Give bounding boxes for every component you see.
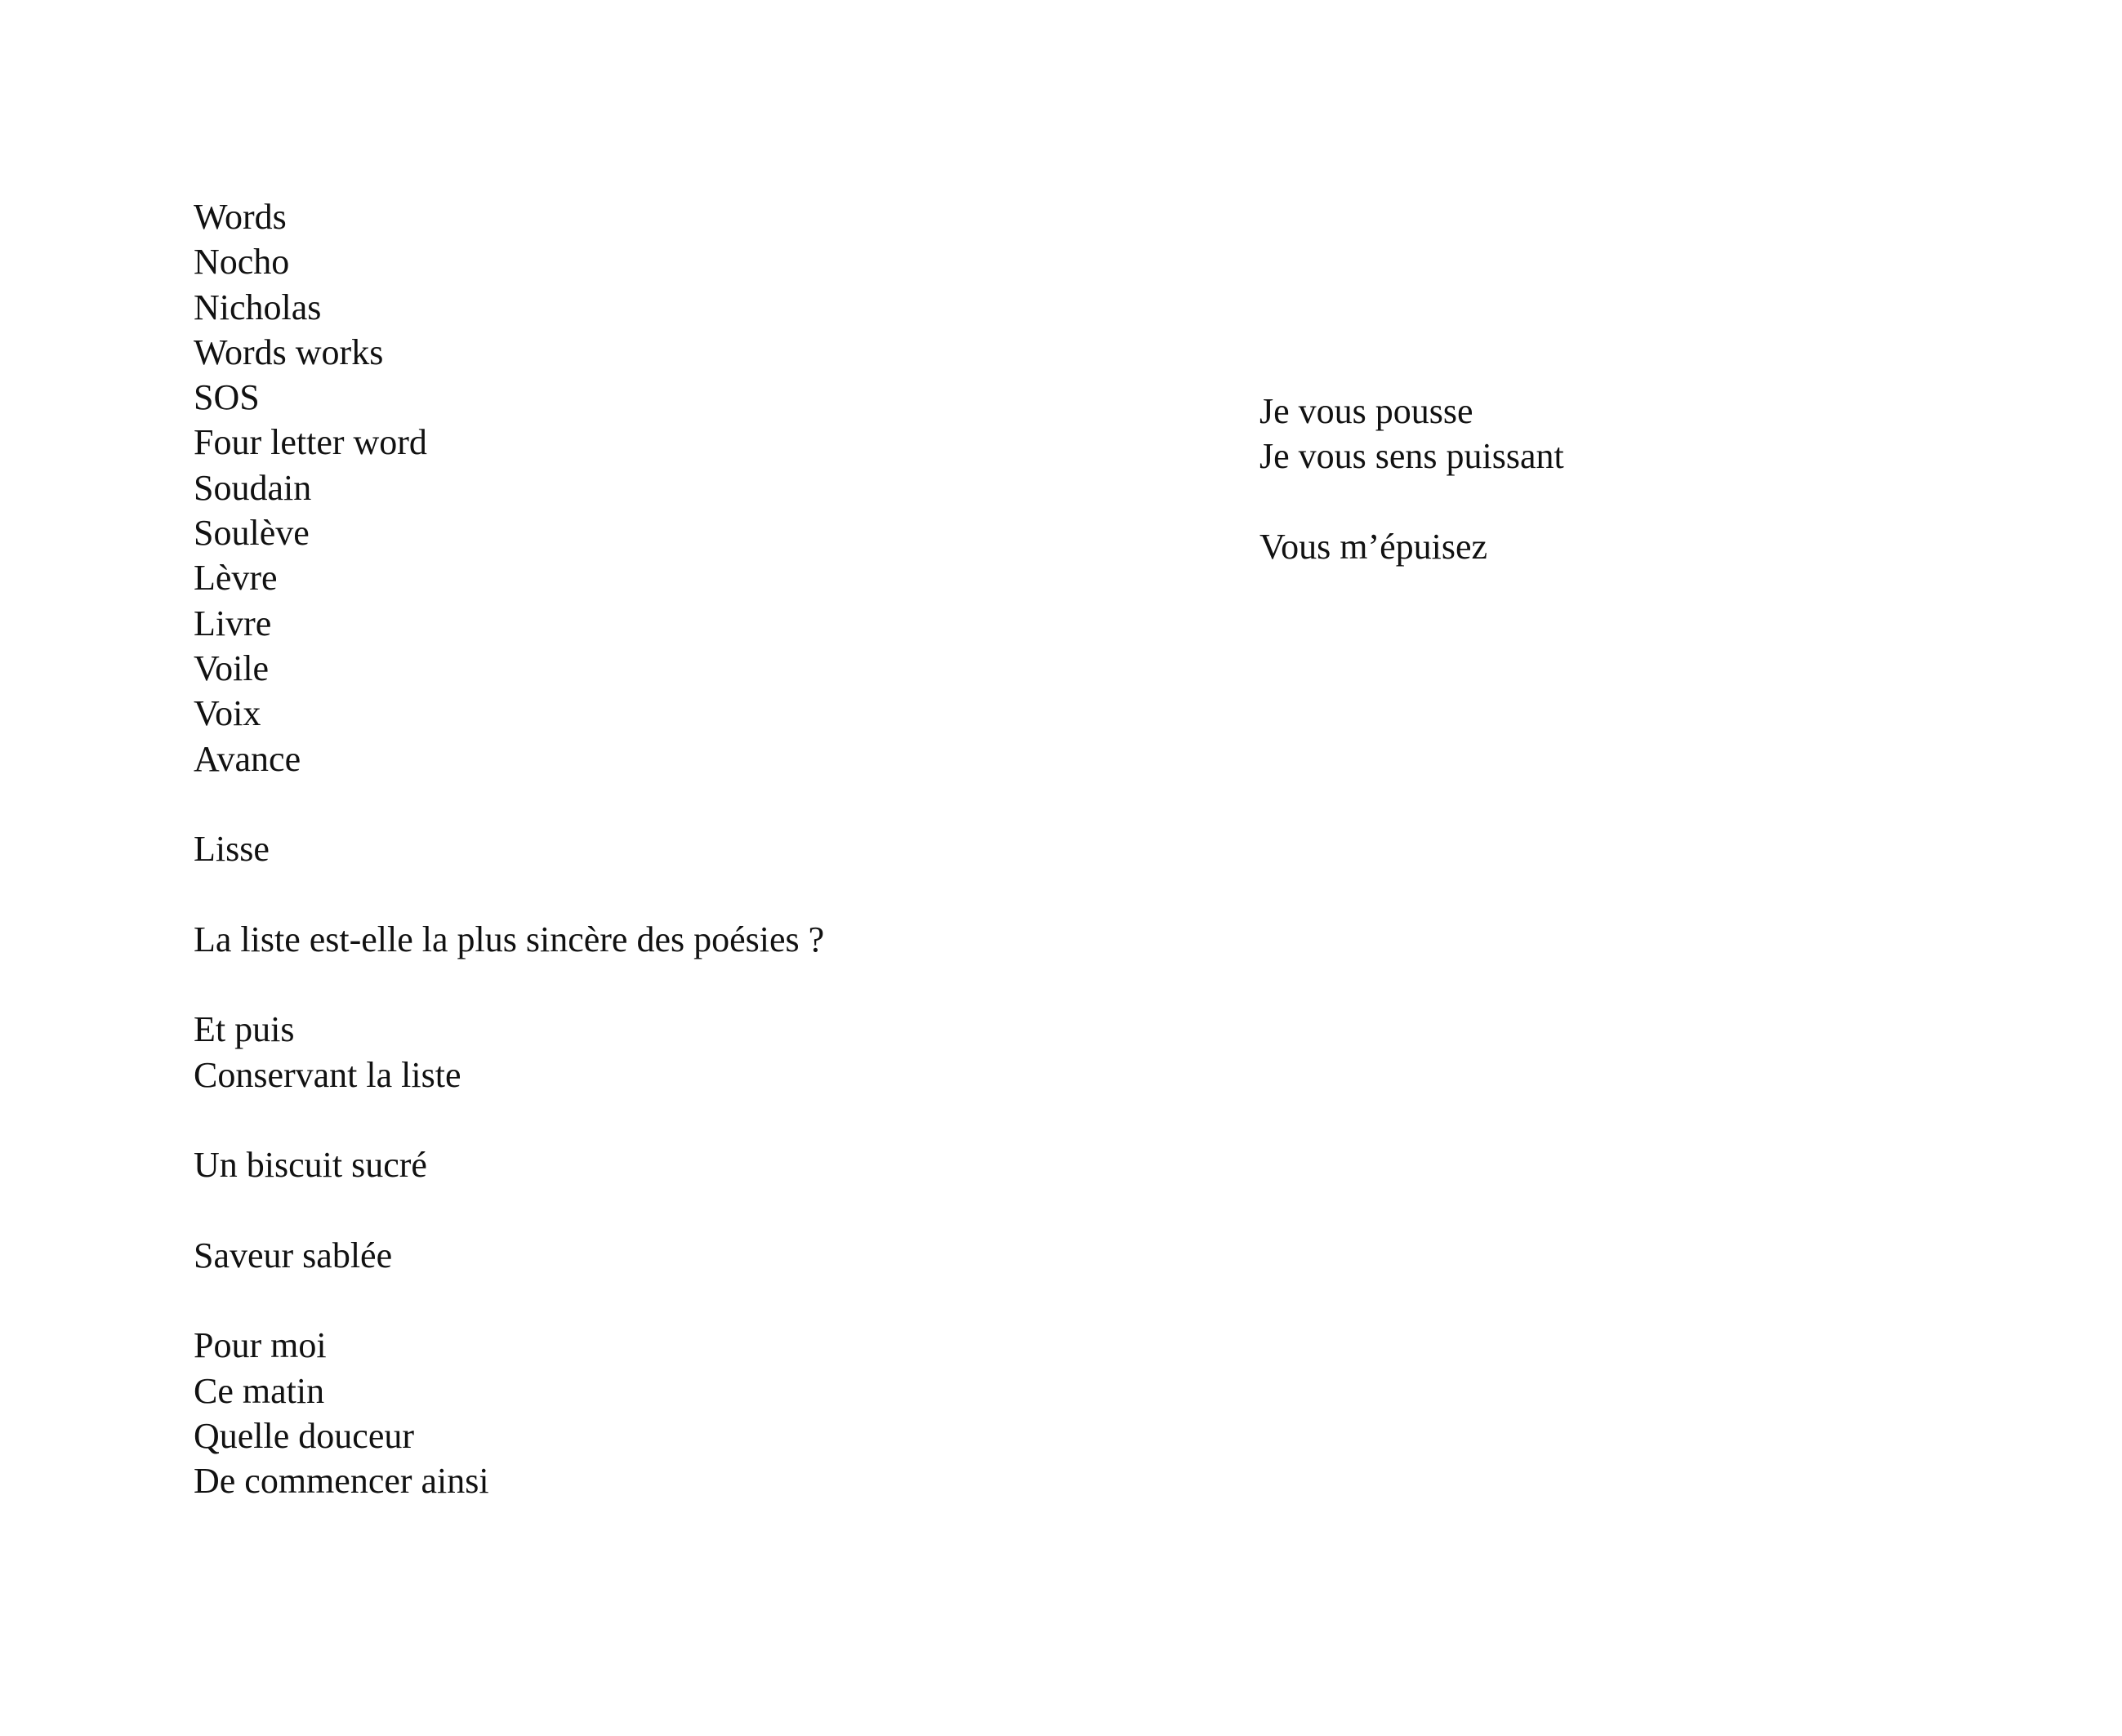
poem-line: Four letter word xyxy=(194,422,427,463)
stanza-break xyxy=(194,1097,1174,1142)
stanza xyxy=(194,917,1174,962)
stanza xyxy=(194,1142,1174,1187)
poem-line: Ce matin xyxy=(194,1370,325,1411)
stanza-break xyxy=(1259,479,1995,524)
poem-line: Pour moi xyxy=(194,1325,327,1366)
poem-line: Je vous pousse xyxy=(1259,391,1473,431)
poem-line: Avance xyxy=(194,738,301,779)
stanza xyxy=(194,1007,1174,1097)
poem-line: Saveur sablée xyxy=(194,1235,393,1275)
stanza-break xyxy=(194,1188,1174,1233)
stanza xyxy=(194,1233,1174,1278)
poem-line: Nicholas xyxy=(194,287,322,327)
poem-line: Lèvre xyxy=(194,558,278,599)
poem-line: Soudain xyxy=(194,467,312,508)
stanza xyxy=(194,1323,1174,1503)
poem-line: Words xyxy=(194,197,287,237)
poem-line: Voix xyxy=(194,693,261,734)
poem-line: Vous m’épuisez xyxy=(1259,526,1488,567)
stanza-break xyxy=(194,871,1174,916)
stanza xyxy=(194,194,1174,781)
poem-line: Un biscuit sucré xyxy=(194,1145,427,1186)
left-poem-column xyxy=(194,194,1174,1504)
poem-line: Conservant la liste xyxy=(194,1054,461,1095)
poem-line: Livre xyxy=(194,603,272,643)
poem-line: Voile xyxy=(194,648,270,688)
stanza-break xyxy=(194,781,1174,826)
poem-line: Je vous sens puissant xyxy=(1259,436,1564,477)
poem-line: Et puis xyxy=(194,1009,295,1050)
poem-line: SOS xyxy=(194,377,260,418)
poem-line: De commencer ainsi xyxy=(194,1461,489,1502)
poem-line: La liste est-elle la plus sincère des poésies ? xyxy=(194,919,825,959)
poem-line: Lisse xyxy=(194,829,270,870)
stanza xyxy=(1259,389,1995,479)
stanza xyxy=(1259,524,1995,569)
right-poem-column xyxy=(1259,389,1995,569)
poem-line: Words works xyxy=(194,332,384,372)
poem-line: Nocho xyxy=(194,242,290,283)
stanza xyxy=(194,826,1174,871)
poem-line: Quelle douceur xyxy=(194,1416,414,1457)
stanza-break xyxy=(194,1278,1174,1323)
poem-line: Soulève xyxy=(194,513,310,554)
stanza-break xyxy=(194,962,1174,1007)
